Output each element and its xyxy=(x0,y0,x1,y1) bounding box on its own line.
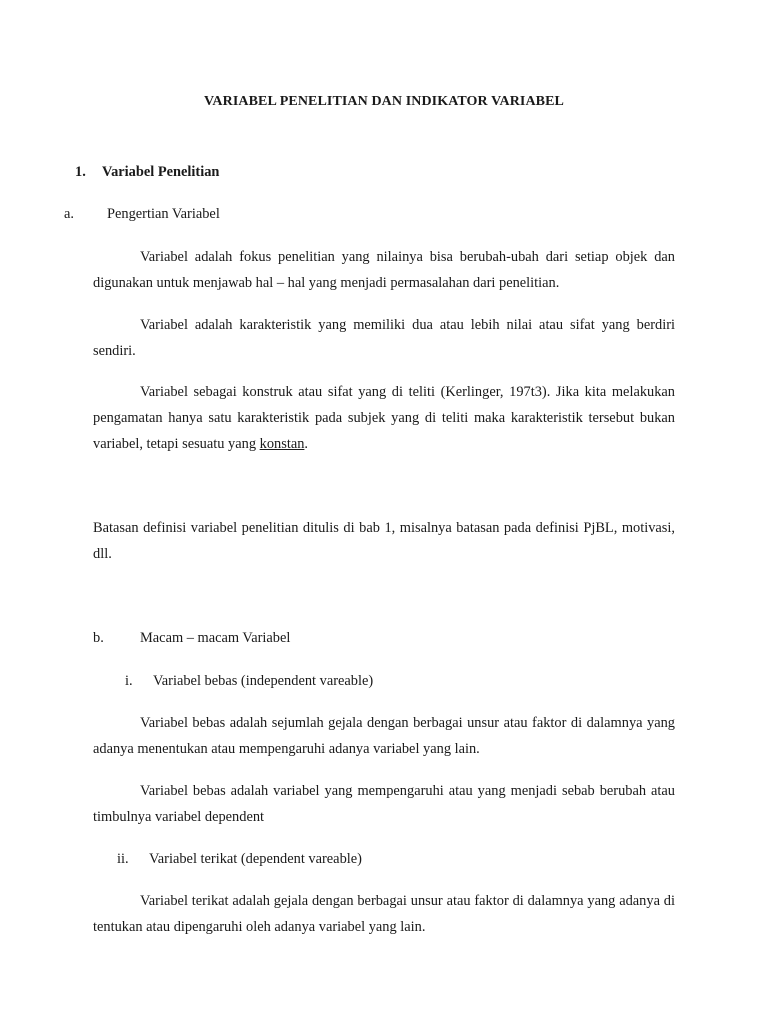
paragraph-3-text: Variabel sebagai konstruk atau sifat yang di teliti (Kerlinger, 197t3). Jika kita melakukan pengamatan hanya satu karakteristik pada subjek yang di teliti maka karakteristik tersebut bukan variabel, tetapi sesuatu yang xyxy=(93,384,675,452)
paragraph-3 xyxy=(93,379,675,457)
paragraph-4: Batasan definisi variabel penelitian ditulis di bab 1, misalnya batasan pada definisi PjBL, motivasi, dll. xyxy=(93,520,675,562)
paragraph-1: Variabel adalah fokus penelitian yang nilainya bisa berubah-ubah dari setiap objek dan digunakan untuk menjawab hal – hal yang menjadi permasalahan dari penelitian. xyxy=(93,249,675,291)
paragraph-7: Variabel terikat adalah gejala dengan berbagai unsur atau faktor di dalamnya yang adanya di tentukan atau dipengaruhi oleh adanya variabel yang lain. xyxy=(93,893,675,935)
item-i-heading: Variabel bebas (independent vareable) xyxy=(153,673,374,689)
item-ii-marker: ii. xyxy=(117,851,129,867)
paragraph-3-end: . xyxy=(304,436,309,452)
item-ii-heading: Variabel terikat (dependent vareable) xyxy=(149,851,362,867)
item-i-marker: i. xyxy=(125,673,133,689)
document-title: VARIABEL PENELITIAN DAN INDIKATOR VARIABEL xyxy=(204,94,564,109)
subsection-b-marker: b. xyxy=(93,630,104,646)
section-number: 1. xyxy=(75,164,86,180)
konstan-link[interactable]: konstan xyxy=(259,436,305,452)
paragraph-2: Variabel adalah karakteristik yang memiliki dua atau lebih nilai atau sifat yang berdiri sendiri. xyxy=(93,317,675,359)
subsection-b-heading: Macam – macam Variabel xyxy=(140,630,291,646)
section-heading: Variabel Penelitian xyxy=(102,164,220,180)
subsection-a-heading: Pengertian Variabel xyxy=(107,206,220,222)
paragraph-6: Variabel bebas adalah variabel yang mempengaruhi atau yang menjadi sebab berubah atau timbulnya variabel dependent xyxy=(93,783,675,825)
subsection-a-marker: a. xyxy=(64,206,74,222)
paragraph-5: Variabel bebas adalah sejumlah gejala dengan berbagai unsur atau faktor di dalamnya yang adanya menentukan atau mempengaruhi adanya variabel yang lain. xyxy=(93,715,675,757)
